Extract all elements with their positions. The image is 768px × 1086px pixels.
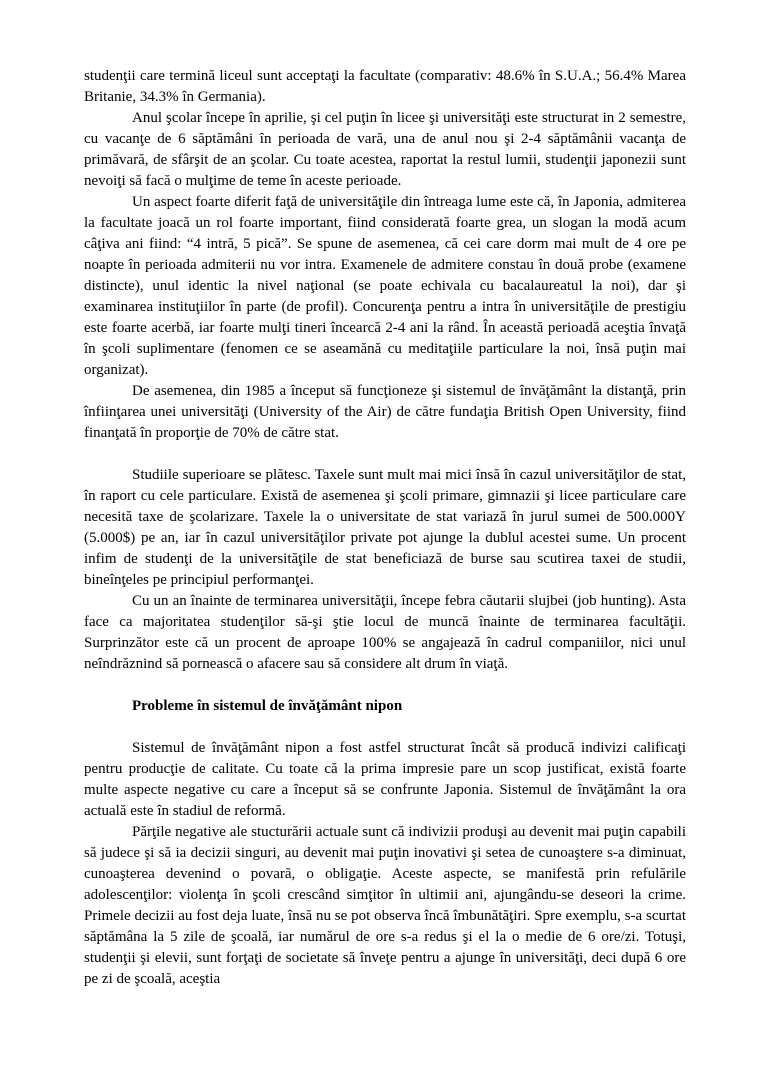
paragraph-admission: Un aspect foarte diferit faţă de universităţile din întreaga lume este că, în Japonia, admiterea la facultate joacă un rol foarte important, fiind considerată foarte grea, un slogan la modă acum câţiva ani fiind: “4 intră, 5 pică”. Se spune de asemenea, că cei care dorm mai mult de 4 ore pe noapte în perioada admiterii nu vor intra. Examenele de admitere constau în două probe (examene distincte), unul identic la nivel naţional (se poate echivala cu bacalaureatul la noi), dar şi examinarea instituţiilor în parte (de profil). Concurenţa pentru a intra în universităţile de prestigiu este foarte acerbă, iar foarte mulţi tineri încearcă 2-4 ani la rând. În această perioadă aceştia învaţă în şcoli suplimentare (fenomen ce se aseamănă cu meditaţiile particulare la noi, însă puţin mai organizat).	[84, 194, 686, 378]
paragraph-acceptance-rates: studenţii care termină liceul sunt acceptaţi la facultate (comparativ: 48.6% în S.U.A.; 56.4% Marea Britanie, 34.3% în Germania).	[84, 68, 686, 105]
paragraph-spacer	[84, 717, 686, 738]
paragraph-tuition: Studiile superioare se plătesc. Taxele sunt mult mai mici însă în cazul universităţilor de stat, în raport cu cele particulare. Există de asemenea şi şcoli primare, gimnazii şi licee particulare care necesită taxe de şcolarizare. Taxele la o universitate de stat variază în jurul sumei de 500.000Y (5.000$) pe an, iar în cazul universităţilor private pot ajunge la dublul acestei sume. Un procent infim de studenţi de la universităţile de stat beneficiază de burse sau scutirea taxei de studii, bineînţeles pe principiul performanţei.	[84, 467, 686, 588]
paragraph-job-hunting: Cu un an înainte de terminarea universităţii, începe febra căutarii slujbei (job hunting). Asta face ca majoritatea studenţilor să-şi ştie locul de muncă înainte de terminarea facultăţii. Surprinzător este că un procent de aproape 100% se angajează în cadrul companiilor, nici unul neîndrăznind să pornească o afacere sau să considere alt drum în viaţă.	[84, 593, 686, 672]
document-page	[84, 66, 686, 990]
section-heading: Probleme în sistemul de învăţământ nipon	[132, 698, 403, 714]
paragraph-negative-aspects: Părţile negative ale stucturării actuale sunt că indivizii produşi au devenit mai puţin capabili să judece şi să ia decizii singuri, au devenit mai puţin inovativi şi setea de cunoaştere s-a diminuat, cunoaşterea devenind o povară, o obligaţie. Aceste aspecte, se manifestă prin refulările adolescenţilor: violenţa în şcoli crescând simţitor în ultimii ani, ajungându-se deseori la crime. Primele decizii au fost deja luate, însă nu se pot observa încă îmbunătăţiri. Spre exemplu, s-a scurtat săptămâna la 5 zile de şcoală, iar numărul de ore s-a redus şi el la o medie de 6 ore/zi. Totuşi, studenţii şi elevii, sunt forţaţi de societate să înveţe pentru a ajunge în universităţi, deci după 6 ore pe zi de şcoală, aceştia	[84, 824, 686, 987]
paragraph-spacer	[84, 675, 686, 696]
paragraph-spacer	[84, 444, 686, 465]
paragraph-distance-learning: De asemenea, din 1985 a început să funcţioneze şi sistemul de învăţământ la distanţă, prin înfiinţarea unei universităţi (University of the Air) de către fundaţia British Open University, fiind finanţată în proporţie de 70% de către stat.	[84, 383, 686, 441]
paragraph-system-structure: Sistemul de învăţământ nipon a fost astfel structurat încât să producă indivizi calificaţi pentru producţie de calitate. Cu toate că la prima impresie pare un scop justificat, există foarte multe aspecte negative cu care a început să se confrunte Japonia. Sistemul de învăţământ la ora actuală este în stadiul de reformă.	[84, 740, 686, 819]
paragraph-school-year: Anul şcolar începe în aprilie, şi cel puţin în licee şi universităţi este structurat in 2 semestre, cu vacanţe de 6 săptămâni în perioada de vară, una de anul nou şi 2-4 săptămânii vacanţa de primăvară, de sfârşit de an şcolar. Cu toate acestea, raportat la restul lumii, studenţii japonezii sunt nevoiţi să facă o mulţime de teme în aceste perioade.	[84, 110, 686, 189]
